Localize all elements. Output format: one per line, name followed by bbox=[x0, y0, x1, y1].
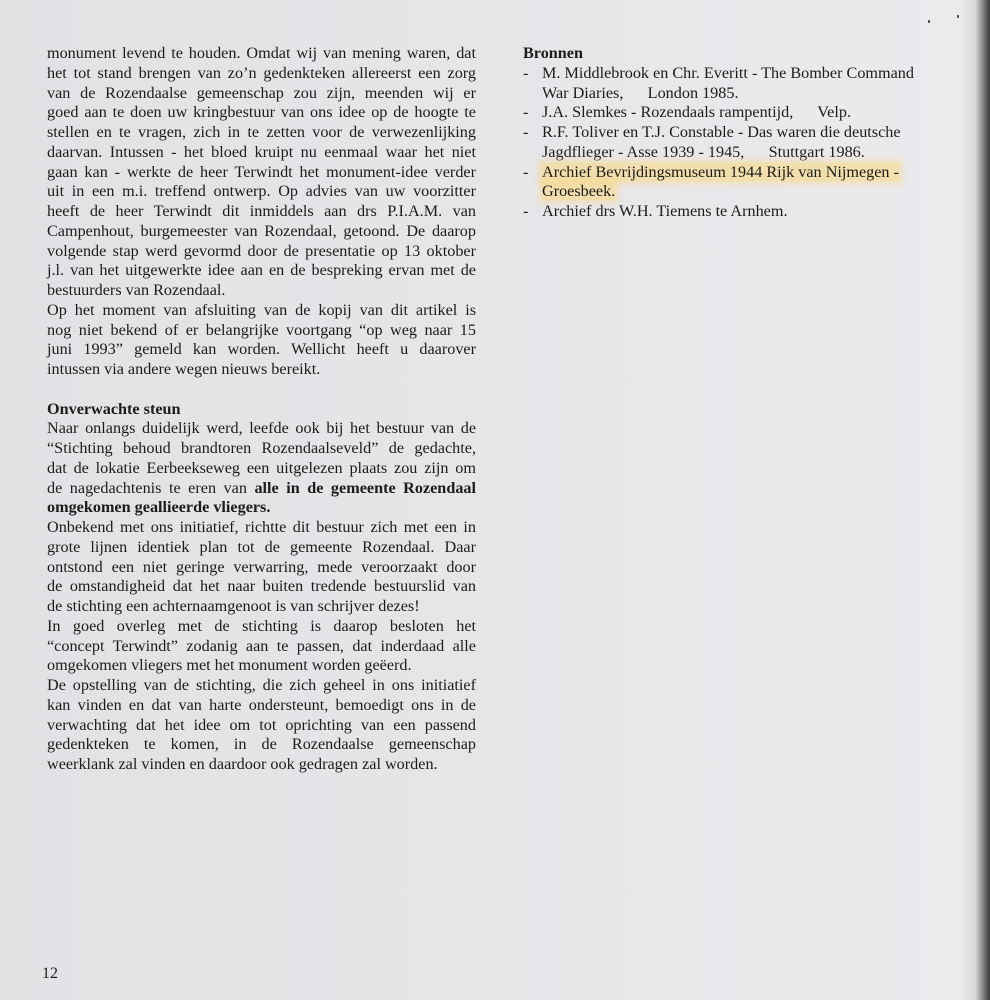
source-text: Jagdflieger - Asse 1939 - 1945, Stuttgart 1986. bbox=[542, 142, 865, 161]
source-item bbox=[523, 202, 933, 222]
text-segment: heeft de heer Terwindt dit inmiddels aan drs P.I.A.M. van bbox=[47, 202, 476, 220]
text-segment: nog niet bekend of er belangrijke voortgang “op weg naar 15 bbox=[47, 320, 476, 339]
source-line bbox=[542, 84, 933, 104]
source-line bbox=[542, 143, 933, 163]
source-line bbox=[542, 202, 933, 222]
text-line bbox=[47, 340, 476, 360]
text-line bbox=[47, 242, 476, 262]
scan-speck bbox=[928, 20, 930, 23]
text-line bbox=[47, 617, 476, 637]
bold-text: alle in de gemeente Rozendaal bbox=[254, 478, 477, 497]
text-line bbox=[47, 182, 476, 202]
text-line bbox=[47, 222, 476, 242]
text-segment: grote lijnen identiek plan tot de gemeente Rozendaal. Daar bbox=[47, 537, 476, 556]
text-line bbox=[47, 64, 476, 84]
text-segment: de nagedachtenis te eren van bbox=[47, 478, 255, 497]
text-line bbox=[47, 479, 476, 499]
list-bullet: - bbox=[523, 103, 529, 122]
text-segment: gedenkteken te komen, in de Rozendaalse gemeenschap bbox=[47, 735, 476, 754]
text-line bbox=[47, 696, 476, 716]
text-line bbox=[47, 84, 476, 104]
text-line bbox=[47, 716, 476, 736]
text-segment: uit in een m.i. treffend ontwerp. Op advies van uw voorzitter bbox=[47, 182, 476, 201]
text-segment: juni 1993” gemeld kan worden. Wellicht heeft u daarover bbox=[47, 340, 476, 359]
text-segment: kan vinden en dat van harte ondersteunt, bemoedigt ons in de bbox=[47, 695, 476, 714]
source-text: War Diaries, London 1985. bbox=[542, 83, 739, 102]
text-line bbox=[47, 656, 476, 676]
text-segment: De opstelling van de stichting, die zich geheel in ons initiatief bbox=[47, 676, 476, 694]
bold-text: omgekomen geallieerde vliegers. bbox=[47, 498, 271, 517]
source-text: Archief drs W.H. Tiemens te Arnhem. bbox=[542, 202, 788, 220]
text-line bbox=[47, 597, 476, 617]
text-segment: de omstandigheid dat het naar buiten tredende bestuurslid van bbox=[47, 577, 476, 596]
text-line bbox=[47, 538, 476, 558]
source-text: M. Middlebrook en Chr. Everitt - The Bomber Command bbox=[542, 63, 914, 82]
text-segment: goed aan te doen uw kringbestuur van ons idee op de hoogte te bbox=[47, 103, 476, 122]
text-segment: stellen en te vragen, zich in te zetten voor de verwezenlijking bbox=[47, 123, 476, 141]
article-column bbox=[47, 44, 476, 775]
text-segment: “concept Terwindt” zodanig aan te passen, dat inderdaad alle bbox=[47, 636, 476, 655]
sources-heading: Bronnen bbox=[523, 44, 583, 62]
source-item bbox=[523, 64, 933, 104]
source-line bbox=[542, 103, 933, 123]
text-line bbox=[47, 577, 476, 597]
list-bullet: - bbox=[523, 162, 529, 181]
text-line bbox=[47, 360, 476, 380]
text-segment: daarvan. Intussen - het bloed kruipt nu eenmaal waar het niet bbox=[47, 142, 476, 161]
source-line bbox=[542, 123, 933, 143]
text-line bbox=[47, 103, 476, 123]
text-segment: gaan kan - werkte de heer Terwindt het monument-idee verder bbox=[47, 162, 476, 181]
source-text: R.F. Toliver en T.J. Constable - Das waren die deutsche bbox=[542, 123, 901, 141]
text-line bbox=[47, 321, 476, 341]
section-heading: Onverwachte steun bbox=[47, 399, 181, 418]
text-segment: van de Rozendaalse gemeenschap zou zijn, meenden wij er bbox=[47, 83, 476, 102]
source-line bbox=[542, 64, 933, 84]
text-line bbox=[47, 735, 476, 755]
text-segment: Onbekend met ons initiatief, richtte dit bestuur zich met een in bbox=[47, 518, 476, 536]
text-line bbox=[47, 143, 476, 163]
text-line bbox=[47, 163, 476, 183]
text-line bbox=[47, 44, 476, 64]
sources-list bbox=[523, 64, 933, 222]
text-segment: omgekomen vliegers met het monument worden geëerd. bbox=[47, 656, 412, 675]
sources-column bbox=[523, 44, 933, 222]
text-line bbox=[47, 439, 476, 459]
text-segment: j.l. van het uitgewerkte idee aan en de bespreking ervan met de bbox=[47, 261, 476, 280]
text-line bbox=[47, 518, 476, 538]
list-bullet: - bbox=[523, 123, 529, 141]
text-line bbox=[47, 281, 476, 301]
highlighted-text: Archief Bevrijdingsmuseum 1944 Rijk van Nijmegen - bbox=[542, 162, 899, 181]
text-segment: volgende stap werd gevormd door de presentatie op 13 oktober bbox=[47, 241, 476, 260]
text-segment: verwachting dat het idee om tot oprichting van een passend bbox=[47, 715, 476, 734]
page-number: 12 bbox=[42, 965, 58, 982]
source-line bbox=[542, 182, 933, 202]
text-line bbox=[47, 558, 476, 578]
source-item bbox=[523, 103, 933, 123]
text-segment: ontstond een niet geringe verwarring, mede veroorzaakt door bbox=[47, 557, 476, 576]
text-segment: bestuurders van Rozendaal. bbox=[47, 281, 226, 299]
list-bullet: - bbox=[523, 202, 529, 220]
text-segment: Op het moment van afsluiting van de kopij van dit artikel is bbox=[47, 300, 476, 319]
text-line bbox=[47, 202, 476, 222]
text-segment: dat de lokatie Eerbeekseweg een uitgelezen plaats zou zijn om bbox=[47, 458, 476, 477]
text-line bbox=[47, 301, 476, 321]
text-line bbox=[47, 637, 476, 657]
highlighted-text: Groesbeek. bbox=[542, 182, 616, 201]
text-line bbox=[47, 123, 476, 143]
text-segment: Campenhout, burgemeester van Rozendaal, getoond. De daarop bbox=[47, 221, 476, 240]
text-segment: de stichting een achternaamgenoot is van schrijver dezes! bbox=[47, 597, 420, 615]
source-item bbox=[523, 163, 933, 203]
text-segment: monument levend te houden. Omdat wij van mening waren, dat bbox=[47, 44, 476, 62]
text-line bbox=[47, 419, 476, 439]
paragraph-gap bbox=[47, 380, 476, 400]
text-segment: het tot stand brengen van zo’n gedenkteken allereerst een zorg bbox=[47, 63, 476, 82]
text-segment: “Stichting behoud brandtoren Rozendaalseveld” de gedachte, bbox=[47, 439, 476, 457]
text-segment: Naar onlangs duidelijk werd, leefde ook bij het bestuur van de bbox=[47, 419, 476, 438]
list-bullet: - bbox=[523, 63, 529, 82]
text-line bbox=[47, 676, 476, 696]
text-segment: In goed overleg met de stichting is daarop besloten het bbox=[47, 616, 476, 635]
source-line bbox=[542, 163, 933, 183]
text-line bbox=[47, 459, 476, 479]
source-text: J.A. Slemkes - Rozendaals rampentijd, Velp. bbox=[542, 103, 852, 122]
scan-speck bbox=[957, 15, 959, 18]
text-line bbox=[47, 261, 476, 281]
text-segment: intussen via andere wegen nieuws bereikt. bbox=[47, 360, 321, 378]
text-line bbox=[47, 755, 476, 775]
text-segment: weerklank zal vinden en daardoor ook gedragen zal worden. bbox=[47, 755, 438, 773]
text-line bbox=[47, 498, 476, 518]
source-item bbox=[523, 123, 933, 163]
